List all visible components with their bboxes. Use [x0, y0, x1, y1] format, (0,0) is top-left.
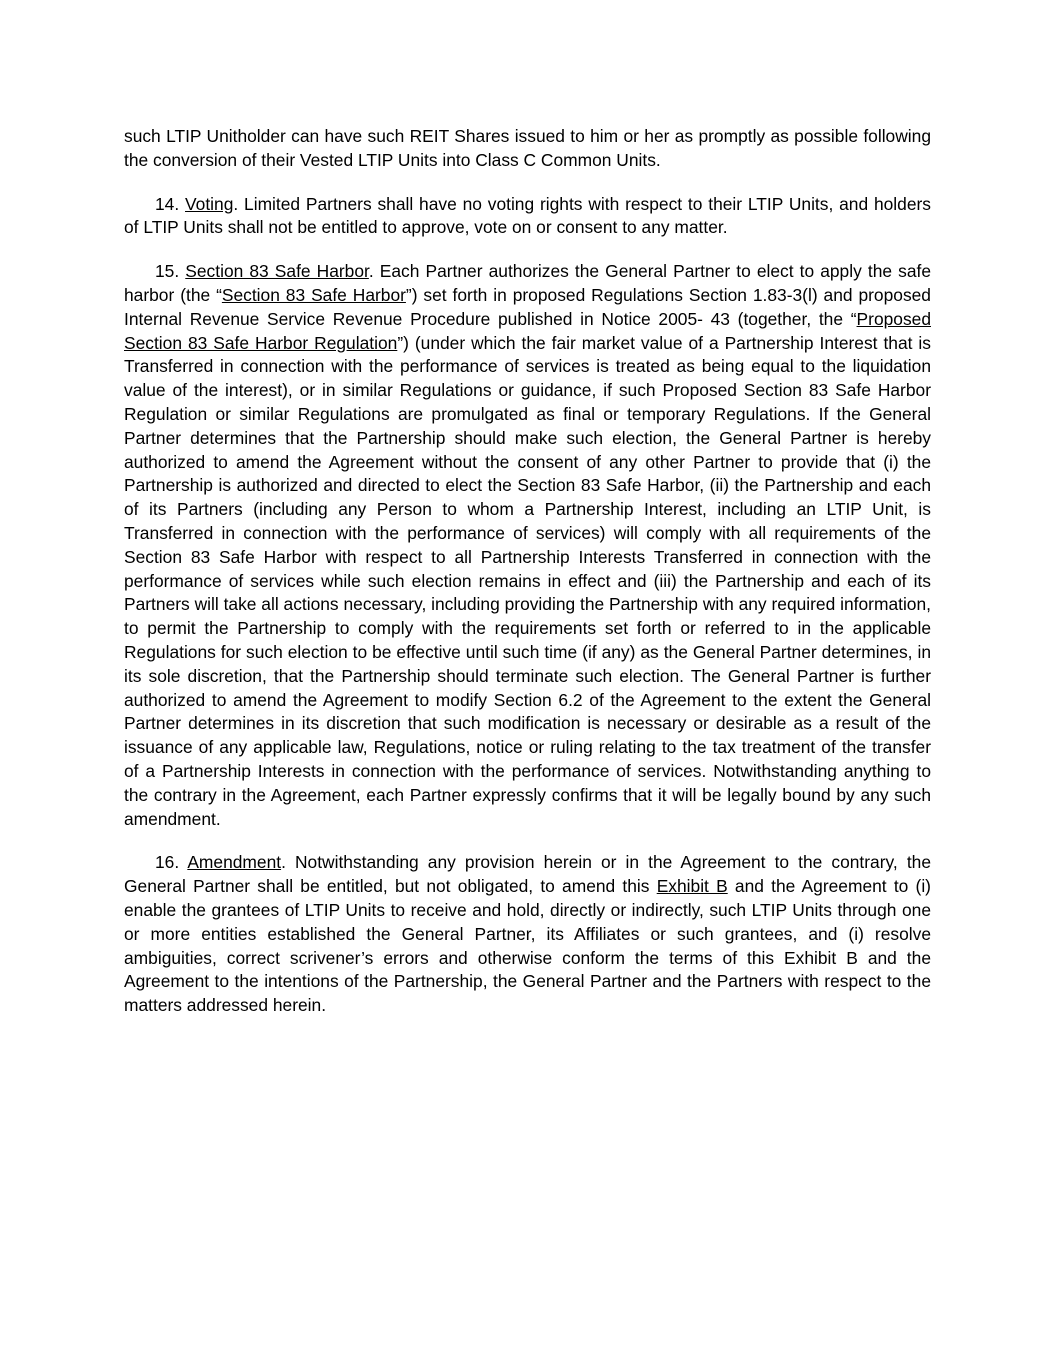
section-14-heading: Voting [185, 193, 234, 214]
section-14-body: . Limited Partners shall have no voting rights with respect to their LTIP Units, and holders of LTIP Units shall not be entitled to approve, vote on or consent to any matter. [124, 193, 931, 238]
section-15-safe-harbor [124, 260, 931, 831]
section-15-text-part-3: ”) (under which the fair market value of a Partnership Interest that is Transferred in connection with the performance of services is treated as being equal to the liquidation value of the interest), or in similar Regulations or guidance, if such Proposed Section 83 Safe Harbor Regulation or similar Regulations are promulgated as final or temporary Regulations. If the General Partner determines that the Partnership should make such election, the General Partner is hereby authorized to amend the Agreement without the consent of any other Partner to provide that (i) the Partnership is authorized and directed to elect the Section 83 Safe Harbor, (ii) the Partnership and each of its Partners (including any Person to whom a Partnership Interest, including an LTIP Unit, is Transferred in connection with the performance of services) will comply with all requirements of the Section 83 Safe Harbor with respect to all Partnership Interests Transferred in connection with the performance of services while such election remains in effect and (iii) the Partnership and each of its Partners will take all actions necessary, including providing the Partnership with any required information, to permit the Partnership to comply with the requirements set forth or referred to in the applicable Regulations for such election to be effective until such time (if any) as the General Partner determines, in its sole discretion, that the Partnership should terminate such election. The General Partner is further authorized to amend the Agreement to modify Section 6.2 of the Agreement to the extent the General Partner determines in its discretion that such modification is necessary or desirable as a result of the issuance of any applicable law, Regulations, notice or ruling relating to the tax treatment of the transfer of a Partnership Interests in connection with the performance of services. Notwithstanding anything to the contrary in the Agreement, each Partner expressly confirms that it will be legally bound by any such amendment. [124, 332, 931, 829]
section-16-amendment [124, 851, 931, 1018]
section-15-heading: Section 83 Safe Harbor [185, 261, 369, 282]
document-page [124, 125, 931, 1038]
section-15-text-part-2: ”) set forth in proposed Regulations Section 1.83-3(l) and proposed Internal Revenue Service Revenue Procedure published in Notice 2005- 43 (together, the “ [124, 284, 931, 329]
section-16-text-part-2: and the Agreement to (i) enable the grantees of LTIP Units to receive and hold, directly or indirectly, such LTIP Units through one or more entities established the General Partner, its Affiliates or such grantees, and (i) resolve ambiguities, correct scrivener’s errors and otherwise conform the terms of this Exhibit B and the Agreement to the intentions of the Partnership, the General Partner and the Partners with respect to the matters addressed herein. [124, 876, 931, 1016]
section-16-heading: Amendment [187, 852, 282, 873]
section-15-text-part-1: . Each Partner authorizes the General Partner to elect to apply the safe harbor (the “ [124, 261, 931, 305]
section-15-number: 15. [155, 261, 180, 282]
exhibit-b-reference: Exhibit B [656, 876, 728, 897]
section-14-number: 14. [155, 193, 180, 214]
section-16-number: 16. [155, 852, 180, 873]
section-14-voting [124, 193, 931, 241]
continued-paragraph-text: such LTIP Unitholder can have such REIT Shares issued to him or her as promptly as possible following the conversion of their Vested LTIP Units into Class C Common Units. [124, 126, 931, 170]
continued-paragraph [124, 125, 931, 173]
defined-term-proposed-regulation: Proposed Section 83 Safe Harbor Regulation [124, 308, 931, 353]
section-16-text-part-1: . Notwithstanding any provision herein or in the Agreement to the contrary, the General Partner shall be entitled, but not obligated, to amend this [124, 852, 932, 897]
defined-term-safe-harbor: Section 83 Safe Harbor [221, 284, 406, 305]
